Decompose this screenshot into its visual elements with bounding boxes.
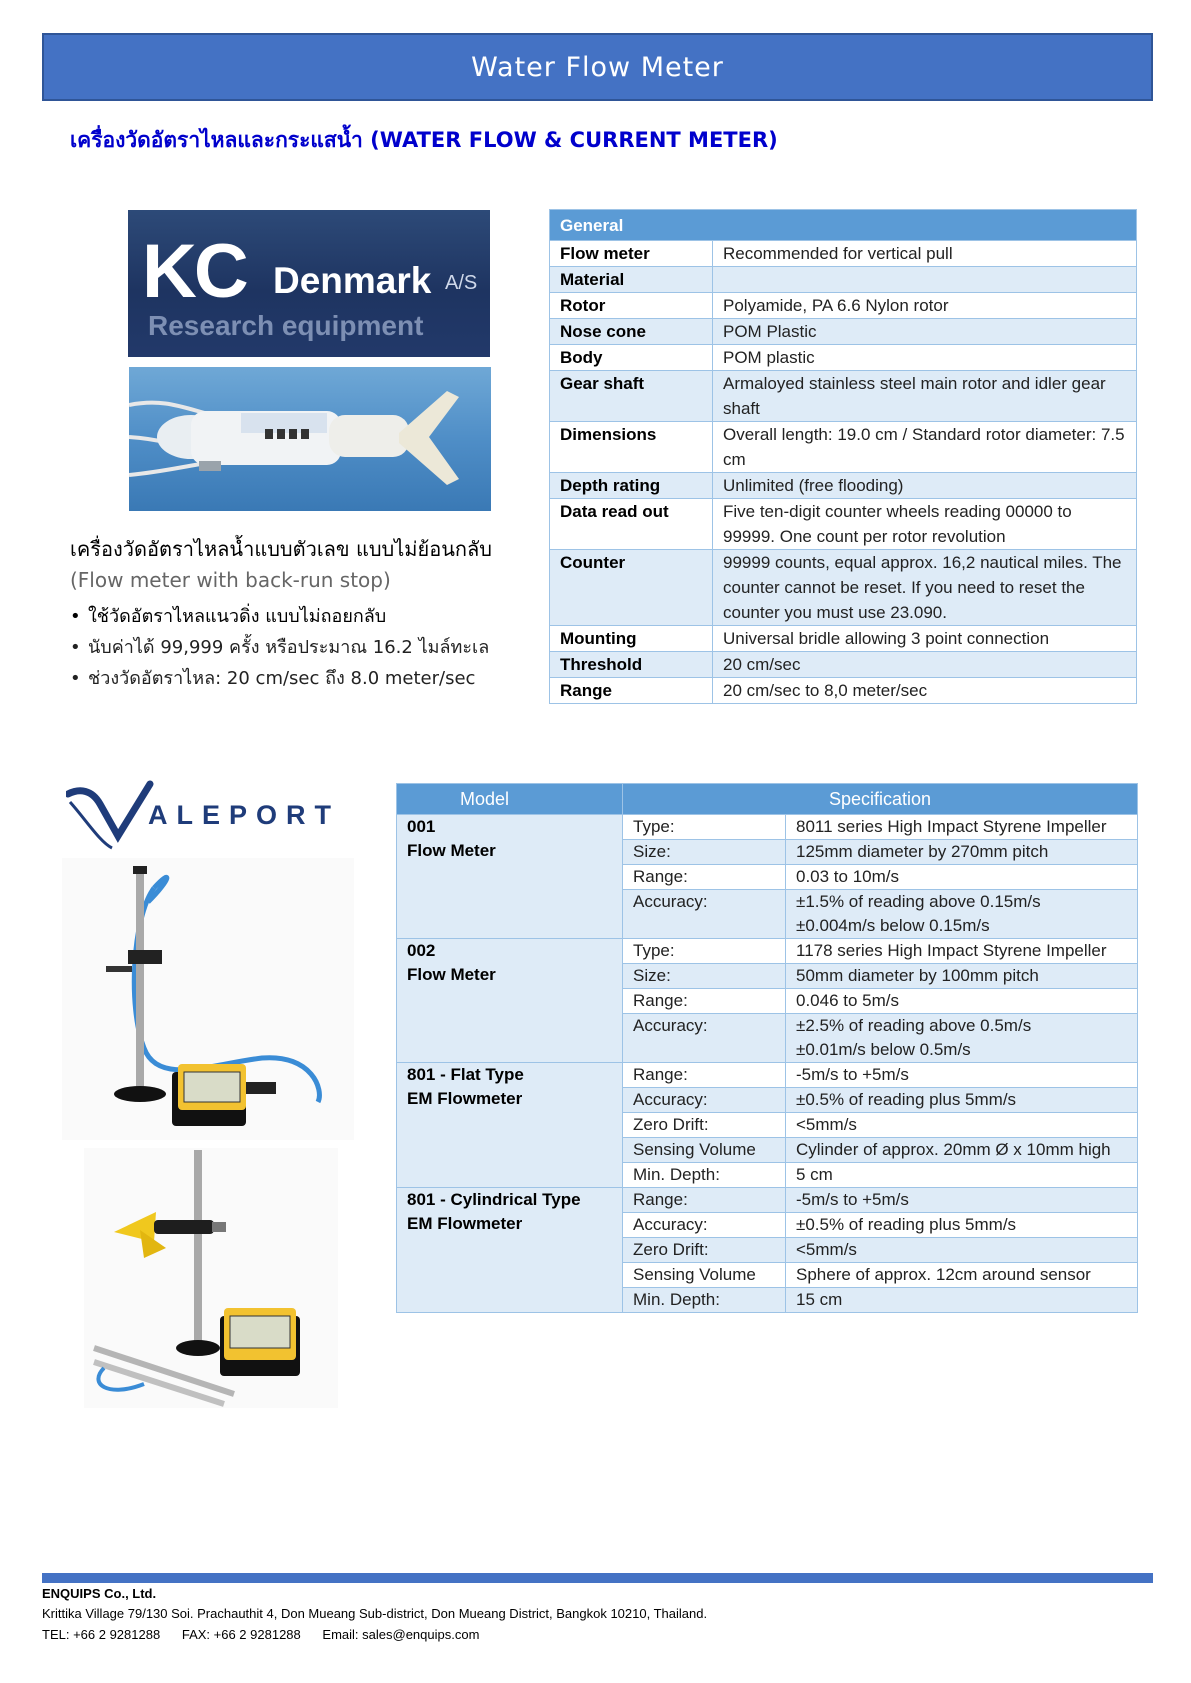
logo-kc-text: KC	[142, 229, 246, 314]
spec-label: Accuracy:	[623, 890, 786, 939]
column-header-model: Model	[397, 784, 623, 815]
footer-company: ENQUIPS Co., Ltd.	[42, 1586, 157, 1601]
table-row	[550, 241, 1137, 267]
logo-denmark-text: Denmark	[273, 260, 432, 301]
page-title-bar	[42, 33, 1153, 101]
spec-value: Polyamide, PA 6.6 Nylon rotor	[713, 293, 1137, 319]
kc-feature-list	[70, 601, 489, 694]
table-row	[550, 678, 1137, 704]
spec-value: -5m/s to +5m/s	[786, 1063, 1138, 1088]
table-row	[397, 939, 1138, 964]
page-subtitle: เครื่องวัดอัตราไหลและกระแสน้ำ (WATER FLOW & CURRENT METER)	[70, 128, 778, 152]
spec-value: 0.046 to 5m/s	[786, 989, 1138, 1014]
spec-key: Depth rating	[550, 473, 713, 499]
spec-key: Flow meter	[550, 241, 713, 267]
spec-key: Rotor	[550, 293, 713, 319]
footer-contact: TEL: +66 2 9281288 FAX: +66 2 9281288 Email: sales@enquips.com	[42, 1627, 480, 1642]
spec-label: Size:	[623, 964, 786, 989]
valeport-001-flow-meter-photo	[62, 858, 354, 1140]
page-title: Water Flow Meter	[471, 51, 724, 83]
spec-label: Accuracy:	[623, 1014, 786, 1063]
spec-key: Counter	[550, 550, 713, 626]
model-name: 001 Flow Meter	[397, 815, 623, 939]
kc-flow-meter-photo	[129, 367, 491, 511]
spec-value: 20 cm/sec	[713, 652, 1137, 678]
spec-value: 1178 series High Impact Styrene Impeller	[786, 939, 1138, 964]
table-row	[550, 371, 1137, 422]
list-item: • ช่วงวัดอัตราไหล: 20 cm/sec ถึง 8.0 meter/sec	[70, 663, 489, 694]
valeport-spec-table	[396, 783, 1138, 1313]
spec-key: Data read out	[550, 499, 713, 550]
table-row	[550, 550, 1137, 626]
spec-key: Material	[550, 267, 713, 293]
spec-value: Recommended for vertical pull	[713, 241, 1137, 267]
spec-key: Nose cone	[550, 319, 713, 345]
footer-bar	[42, 1573, 1153, 1583]
spec-label: Sensing Volume	[623, 1138, 786, 1163]
spec-key: Range	[550, 678, 713, 704]
spec-value: ±0.5% of reading plus 5mm/s	[786, 1088, 1138, 1113]
spec-value: Sphere of approx. 12cm around sensor	[786, 1263, 1138, 1288]
table-header-row	[397, 784, 1138, 815]
model-name: 801 - Flat Type EM Flowmeter	[397, 1063, 623, 1188]
spec-label: Min. Depth:	[623, 1163, 786, 1188]
list-item: • นับค่าได้ 99,999 ครั้ง หรือประมาณ 16.2 ไมล์ทะเล	[70, 632, 489, 663]
spec-label: Zero Drift:	[623, 1238, 786, 1263]
spec-value: Five ten-digit counter wheels reading 00000 to 99999. One count per rotor revolution	[713, 499, 1137, 550]
spec-value: Overall length: 19.0 cm / Standard rotor diameter: 7.5 cm	[713, 422, 1137, 473]
spec-value: Universal bridle allowing 3 point connection	[713, 626, 1137, 652]
model-name: 002 Flow Meter	[397, 939, 623, 1063]
spec-value: POM Plastic	[713, 319, 1137, 345]
logo-research-text: Research equipment	[148, 310, 424, 341]
spec-label: Accuracy:	[623, 1213, 786, 1238]
spec-label: Min. Depth:	[623, 1288, 786, 1313]
spec-value: 0.03 to 10m/s	[786, 865, 1138, 890]
spec-label: Range:	[623, 865, 786, 890]
valeport-801-em-flowmeter-photo	[84, 1148, 338, 1408]
valeport-logo	[66, 780, 356, 850]
spec-key: Gear shaft	[550, 371, 713, 422]
table-row	[550, 319, 1137, 345]
spec-value: Unlimited (free flooding)	[713, 473, 1137, 499]
spec-value: <5mm/s	[786, 1113, 1138, 1138]
spec-value: Cylinder of approx. 20mm Ø x 10mm high	[786, 1138, 1138, 1163]
kc-general-spec-table	[549, 209, 1137, 704]
table-row	[397, 1188, 1138, 1213]
spec-label: Type:	[623, 939, 786, 964]
spec-key: Mounting	[550, 626, 713, 652]
table-row	[550, 267, 1137, 293]
table-header-row	[550, 210, 1137, 241]
spec-key: Threshold	[550, 652, 713, 678]
table-row	[550, 345, 1137, 371]
footer-address: Krittika Village 79/130 Soi. Prachauthit 4, Don Mueang Sub-district, Don Mueang District, Bangkok 10210, Thailand.	[42, 1606, 708, 1621]
table-row	[550, 293, 1137, 319]
column-header-specification: Specification	[623, 784, 1138, 815]
table-row	[550, 422, 1137, 473]
spec-value: 99999 counts, equal approx. 16,2 nautical miles. The counter cannot be reset. If you need to reset the counter you must use 23.090.	[713, 550, 1137, 626]
spec-value: POM plastic	[713, 345, 1137, 371]
spec-value: 125mm diameter by 270mm pitch	[786, 840, 1138, 865]
model-name: 801 - Cylindrical Type EM Flowmeter	[397, 1188, 623, 1313]
spec-label: Range:	[623, 989, 786, 1014]
logo-as-text: A/S	[445, 272, 478, 294]
spec-label: Range:	[623, 1063, 786, 1088]
spec-key: Dimensions	[550, 422, 713, 473]
table-row	[397, 815, 1138, 840]
spec-label: Type:	[623, 815, 786, 840]
spec-value: ±1.5% of reading above 0.15m/s ±0.004m/s below 0.15m/s	[786, 890, 1138, 939]
spec-value: -5m/s to +5m/s	[786, 1188, 1138, 1213]
table-row	[550, 473, 1137, 499]
spec-label: Sensing Volume	[623, 1263, 786, 1288]
spec-value	[713, 267, 1137, 293]
spec-value: ±2.5% of reading above 0.5m/s ±0.01m/s below 0.5m/s	[786, 1014, 1138, 1063]
table-row	[550, 652, 1137, 678]
spec-value: 8011 series High Impact Styrene Impeller	[786, 815, 1138, 840]
spec-label: Size:	[623, 840, 786, 865]
spec-label: Zero Drift:	[623, 1113, 786, 1138]
spec-value: 5 cm	[786, 1163, 1138, 1188]
spec-key: Body	[550, 345, 713, 371]
table-row	[550, 499, 1137, 550]
spec-value: <5mm/s	[786, 1238, 1138, 1263]
valeport-logo-text: ALEPORT	[148, 800, 341, 830]
spec-label: Range:	[623, 1188, 786, 1213]
spec-value: ±0.5% of reading plus 5mm/s	[786, 1213, 1138, 1238]
spec-label: Accuracy:	[623, 1088, 786, 1113]
spec-value: Armaloyed stainless steel main rotor and idler gear shaft	[713, 371, 1137, 422]
spec-value: 20 cm/sec to 8,0 meter/sec	[713, 678, 1137, 704]
table-row	[550, 626, 1137, 652]
kc-caption-thai: เครื่องวัดอัตราไหลน้ำแบบตัวเลข แบบไม่ย้อนกลับ	[70, 537, 492, 561]
spec-value: 50mm diameter by 100mm pitch	[786, 964, 1138, 989]
kc-denmark-logo	[128, 210, 490, 357]
list-item: • ใช้วัดอัตราไหลแนวดิ่ง แบบไม่ถอยกลับ	[70, 601, 489, 632]
spec-value: 15 cm	[786, 1288, 1138, 1313]
table-row	[397, 1063, 1138, 1088]
table-header-general: General	[550, 210, 1137, 241]
kc-caption-english: (Flow meter with back-run stop)	[70, 568, 391, 592]
